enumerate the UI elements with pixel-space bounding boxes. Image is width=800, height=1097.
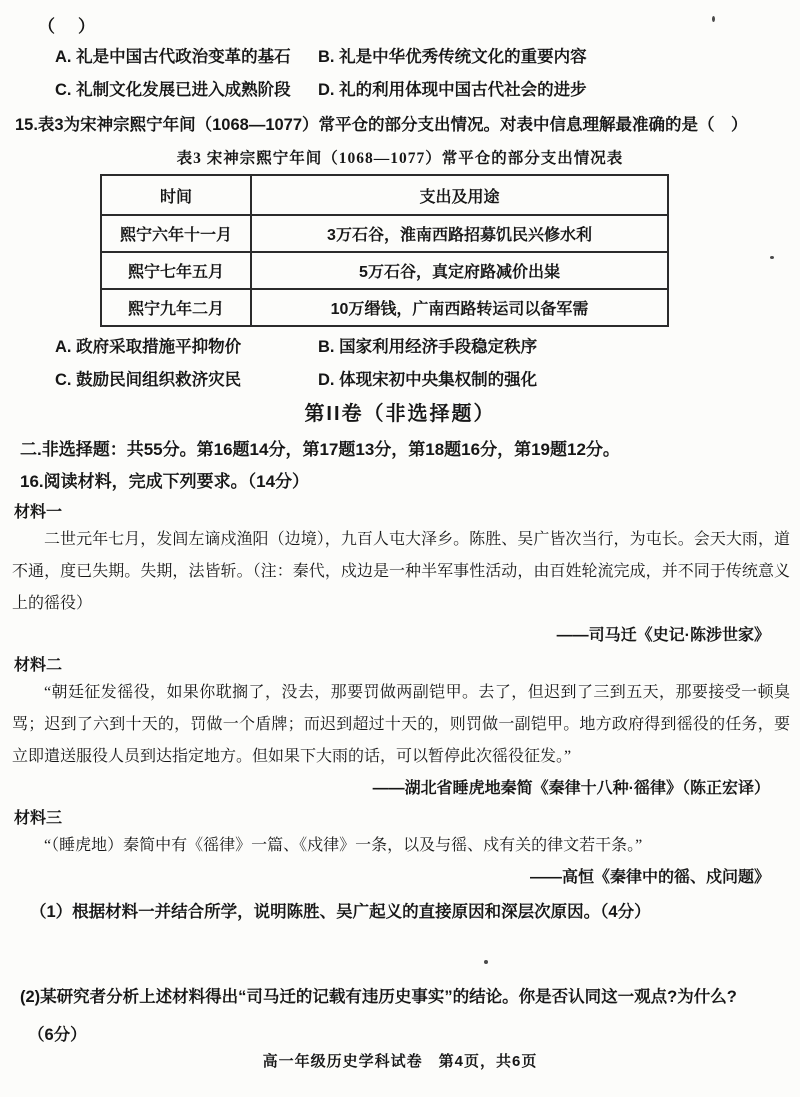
table-cell-time: 熙宁九年二月 (101, 289, 251, 326)
table-row (101, 215, 668, 252)
q14-option-d: D. 礼的利用体现中国古代社会的进步 (318, 80, 587, 99)
q14-options-row-ab (0, 45, 800, 70)
page-footer: 高一年级历史学科试卷 第4页，共6页 (262, 1053, 538, 1070)
material-1-source: ——司马迁《史记·陈涉世家》 (556, 626, 770, 644)
material-1 (0, 499, 800, 645)
table-cell-expense: 5万石谷，真定府路减价出粜 (251, 252, 668, 289)
material-3-text: “（睡虎地）秦简中有《徭律》一篇、《戍律》一条，以及与徭、戍有关的律文若干条。” (44, 836, 643, 854)
q16-subquestion-2: (2)某研究者分析上述材料得出“司马迁的记载有违历史事实”的结论。你是否认同这一观点?为什么? (20, 988, 737, 1007)
q15-table-title: 表3 宋神宗熙宁年间（1068—1077）常平仓的部分支出情况表 (176, 150, 624, 168)
material-2-source: ——湖北省睡虎地秦简《秦律十八种·徭律》（陈正宏译） (372, 779, 770, 797)
table-cell-expense: 10万缗钱，广南西路转运司以备军需 (251, 289, 668, 326)
material-1-text: 二世元年七月，发闾左谪戍渔阳（边境），九百人屯大泽乡。陈胜、吴广皆次当行，为屯长。会天大雨，道不通，度已失期。失期，法皆斩。（注：秦代，戍边是一种半军事性活动，由百姓轮流完成，并不同于传统意义上的徭役） (12, 530, 790, 612)
q15-options-row-cd (0, 368, 800, 393)
answer-blank-paren: （ ） (38, 17, 98, 36)
q14-option-a: A. 礼是中国古代政治变革的基石 (55, 48, 291, 66)
table-header-row (101, 175, 668, 215)
scan-artifact (484, 960, 488, 964)
section2-heading: 第II卷（非选择题） (304, 402, 496, 425)
q15-option-d: D. 体现宋初中央集权制的强化 (318, 371, 538, 389)
q15-stem: 15.表3为宋神宗熙宁年间（1068—1077）常平仓的部分支出情况。对表中信息理解最准确的是（ ） (15, 115, 748, 134)
q14-options-row-cd (0, 78, 800, 103)
q14-option-c: C. 礼制文化发展已进入成熟阶段 (55, 80, 291, 99)
material-3-label: 材料三 (14, 809, 63, 827)
q16-title: 16.阅读材料，完成下列要求。（14分） (20, 471, 310, 491)
material-3-source: ——高恒《秦律中的徭、戍问题》 (529, 868, 770, 886)
q16-subquestion-2-score: （6分） (28, 1026, 87, 1045)
material-2 (0, 652, 800, 798)
q15-options-row-ab (0, 335, 800, 360)
scan-artifact (712, 16, 715, 22)
q16-subquestion-1: （1）根据材料一并结合所学，说明陈胜、吴广起义的直接原因和深层次原因。（4分） (30, 902, 651, 921)
table-row (101, 289, 668, 326)
q15-option-a: A. 政府采取措施平抑物价 (55, 338, 242, 357)
table-cell-expense: 3万石谷，淮南西路招募饥民兴修水利 (251, 215, 668, 252)
table-header-time: 时间 (101, 175, 251, 215)
material-3 (0, 805, 800, 887)
material-1-label: 材料一 (14, 503, 63, 521)
table-cell-time: 熙宁七年五月 (101, 252, 251, 289)
section2-intro: 二.非选择题：共55分。第16题14分，第17题13分，第18题16分，第19题12分。 (20, 439, 620, 459)
q14-option-b: B. 礼是中华优秀传统文化的重要内容 (318, 48, 587, 66)
material-2-text: “朝廷征发徭役，如果你耽搁了，没去，那要罚做两副铠甲。去了，但迟到了三到五天，那要接受一顿臭骂；迟到了六到十天的，罚做一个盾牌；而迟到超过十天的，则罚做一副铠甲。地方政府得到徭役的任务，要立即遣送服役人员到达指定地方。但如果下大雨的话，可以暂停此次徭役征发。” (12, 683, 790, 765)
q15-option-b: B. 国家利用经济手段稳定秩序 (318, 338, 538, 357)
table-row (101, 252, 668, 289)
q15-spending-table (100, 174, 669, 327)
q15-option-c: C. 鼓励民间组织救济灾民 (55, 371, 242, 389)
table-header-expense: 支出及用途 (251, 175, 668, 215)
material-2-label: 材料二 (14, 656, 63, 674)
table-cell-time: 熙宁六年十一月 (101, 215, 251, 252)
scan-artifact (770, 256, 774, 259)
